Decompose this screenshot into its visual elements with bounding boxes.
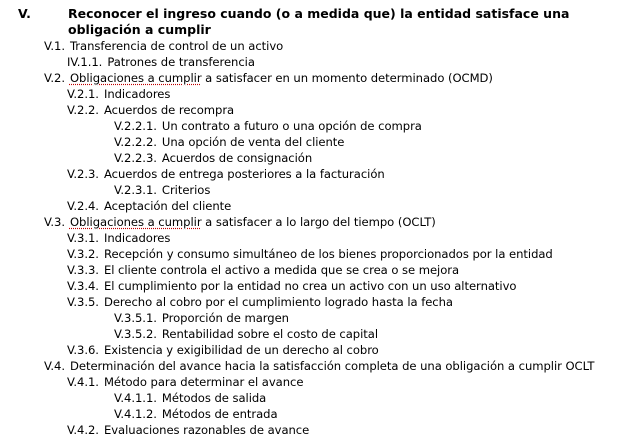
- item-text: El cumplimiento por la entidad no crea un activo con un uso alternativo: [103, 279, 517, 293]
- item-text: Indicadores: [103, 231, 171, 245]
- item-text: Aceptación del cliente: [103, 199, 232, 213]
- item-code: V.4.: [44, 359, 65, 373]
- item-code: V.3.: [44, 215, 65, 229]
- item-code: V.3.4.: [67, 279, 99, 293]
- item-text: Existencia y exigibilidad de un derecho al cobro: [103, 343, 379, 357]
- item-code: V.2.2.2.: [114, 135, 157, 149]
- outline-item-level2: [67, 246, 553, 262]
- outline-item-level3: [114, 390, 266, 406]
- item-code: V.3.5.: [67, 295, 99, 309]
- outline-item-level3: [114, 406, 278, 422]
- outline-item-level2: [67, 230, 170, 246]
- item-text: Una opción de venta del cliente: [161, 135, 345, 149]
- item-code: V.3.6.: [67, 343, 99, 357]
- outline-item-level2: [67, 262, 459, 278]
- item-text: Evaluaciones razonables de avance: [103, 423, 310, 437]
- item-code: V.2.1.: [67, 87, 99, 101]
- item-text: Proporción de margen: [161, 311, 289, 325]
- item-code: V.3.1.: [67, 231, 99, 245]
- item-code: V.4.1.1.: [114, 391, 157, 405]
- item-code: V.2.2.3.: [114, 151, 157, 165]
- item-text: Acuerdos de recompra: [103, 103, 235, 117]
- outline-item-level1: [44, 70, 493, 86]
- item-text: Rentabilidad sobre el costo de capital: [161, 327, 379, 341]
- outline-item-level3: [114, 118, 422, 134]
- item-code: V.2.2.1.: [114, 119, 157, 133]
- item-code: V.2.: [44, 71, 65, 85]
- item-code: V.2.3.1.: [114, 183, 157, 197]
- item-code: V.2.2.: [67, 103, 99, 117]
- item-text: a satisfacer a lo largo del tiempo (OCLT): [201, 215, 436, 229]
- outline-item-level3: [114, 182, 210, 198]
- item-text: Determinación del avance hacia la satisfacción completa de una obligación a cumplir OCLT: [69, 359, 595, 373]
- outline-item-level2: [67, 278, 516, 294]
- item-text-marked: Obligaciones a cumplir: [69, 215, 202, 229]
- item-code: IV.1.1.: [67, 55, 103, 69]
- item-code: V.2.4.: [67, 199, 99, 213]
- item-text: Métodos de salida: [161, 391, 267, 405]
- outline-item-level2: [67, 86, 170, 102]
- item-code: V.3.5.1.: [114, 311, 157, 325]
- item-text: Un contrato a futuro o una opción de compra: [161, 119, 422, 133]
- item-text: Criterios: [161, 183, 211, 197]
- outline-item-level2: [67, 374, 303, 390]
- item-code: V.4.1.2.: [114, 407, 157, 421]
- outline-item-level2: [67, 422, 309, 438]
- section-title: Reconocer el ingreso cuando (o a medida que) la entidad satisface una obligación a cumplir: [68, 6, 570, 37]
- item-code: V.3.2.: [67, 247, 99, 261]
- outline-item-level3: [114, 310, 289, 326]
- item-code: V.2.3.: [67, 167, 99, 181]
- outline-item-level3: [114, 150, 312, 166]
- outline-item-level2: [67, 102, 234, 118]
- item-code: V.3.5.2.: [114, 327, 157, 341]
- item-text-marked: Obligaciones a cumplir: [69, 71, 202, 85]
- item-code: V.3.3.: [67, 263, 99, 277]
- outline-item-level2: [67, 54, 255, 70]
- item-text: Patrones de transferencia: [107, 55, 255, 69]
- item-text: Métodos de entrada: [161, 407, 278, 421]
- item-text: Indicadores: [103, 87, 171, 101]
- item-text: a satisfacer en un momento determinado (OCMD): [201, 71, 493, 85]
- item-text: Recepción y consumo simultáneo de los bienes proporcionados por la entidad: [103, 247, 553, 261]
- item-text: Método para determinar el avance: [103, 375, 304, 389]
- section-number: V.: [18, 6, 31, 21]
- outline-item-level1: [44, 358, 594, 374]
- item-text: Transferencia de control de un activo: [69, 39, 284, 53]
- outline-item-level1: [44, 214, 436, 230]
- outline-item-level2: [67, 342, 379, 358]
- item-text: Acuerdos de consignación: [161, 151, 313, 165]
- outline-item-level2: [67, 294, 453, 310]
- item-text: Acuerdos de entrega posteriores a la facturación: [103, 167, 385, 181]
- outline-item-level1: [44, 38, 283, 54]
- item-code: V.1.: [44, 39, 65, 53]
- item-code: V.4.2.: [67, 423, 99, 437]
- outline-item-level2: [67, 166, 385, 182]
- item-code: V.4.1.: [67, 375, 99, 389]
- item-text: El cliente controla el activo a medida que se crea o se mejora: [103, 263, 460, 277]
- item-text: Derecho al cobro por el cumplimiento logrado hasta la fecha: [103, 295, 453, 309]
- outline-item-level3: [114, 326, 378, 342]
- outline-item-level3: [114, 134, 344, 150]
- outline-item-level2: [67, 198, 231, 214]
